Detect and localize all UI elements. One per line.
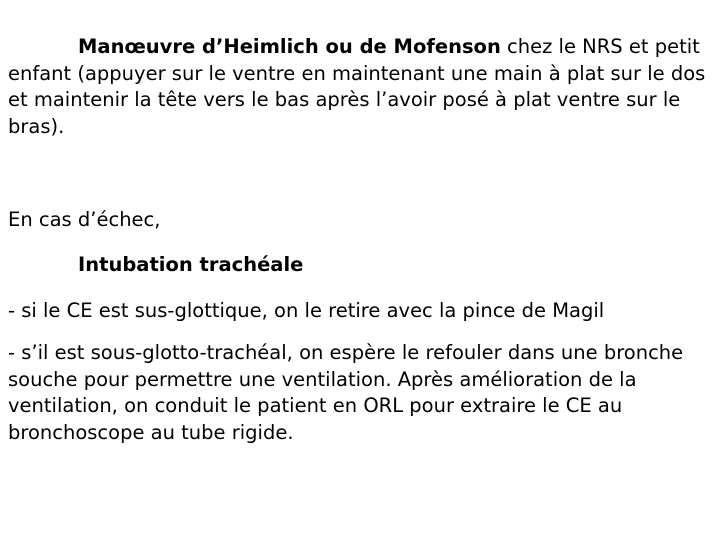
supraglottic-item: - si le CE est sus-glottique, on le retire avec la pince de Magil <box>8 299 605 322</box>
subglottic-item: - s’il est sous-glotto-trachéal, on espère le refouler dans une bronche souche pour permettre une ventilation. Après amélioration de la ventilation, on conduit le patient en ORL pour extraire le CE au bronchoscope au tube rigide. <box>8 341 684 444</box>
intubation-title: Intubation trachéale <box>78 253 304 276</box>
failure-paragraph: En cas d’échec, <box>8 208 161 231</box>
heimlich-title: Manœuvre d’Heimlich ou de Mofenson <box>78 35 501 58</box>
heimlich-description: chez le NRS et petit enfant (appuyer sur le ventre en maintenant une main à plat sur le dos et maintenir la tête vers le bas après l’avoir posé à plat ventre sur le bras). <box>8 35 706 138</box>
heimlich-paragraph <box>8 34 712 140</box>
